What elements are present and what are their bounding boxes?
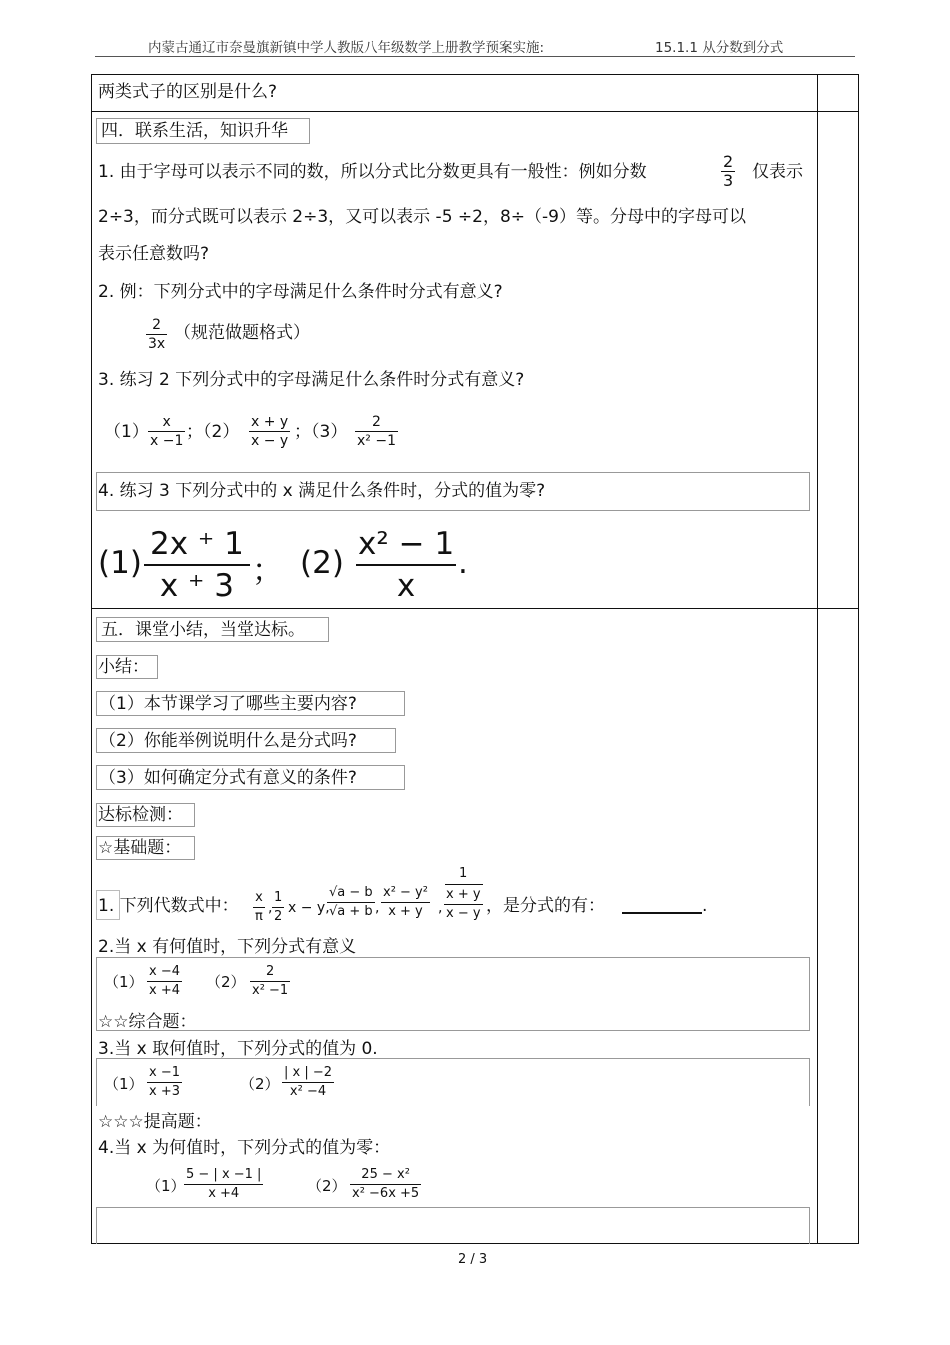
c3-text: 3.当 x 取何值时，下列分式的值为 0. xyxy=(98,1039,378,1059)
denominator: x² −1 xyxy=(252,983,289,998)
numerator: √a − b xyxy=(329,885,373,900)
b2-box xyxy=(96,957,810,1031)
ex4-sep: ； xyxy=(252,553,283,589)
p4-text: 4. 练习 3 下列分式中的 x 满足什么条件时，分式的值为零? xyxy=(98,481,546,501)
summary-q3: （3）如何确定分式有意义的条件? xyxy=(99,768,357,788)
b2-fraction2 xyxy=(250,963,290,1000)
summary-label: 小结： xyxy=(98,657,149,677)
summary-q2: （2）你能举例说明什么是分式吗? xyxy=(99,731,357,751)
b1-expr2 xyxy=(272,889,284,926)
b1-expr2-tail: x − y, xyxy=(288,900,330,916)
b1-expr1 xyxy=(253,889,265,926)
numerator: x xyxy=(162,414,171,430)
ex4-fraction1 xyxy=(144,524,250,606)
b2-text: 2.当 x 有何值时，下列分式有意义 xyxy=(98,937,357,957)
denominator: x² −1 xyxy=(357,433,396,449)
b1-expr5-top: 1 xyxy=(459,866,468,881)
denominator: x ⁺ 3 xyxy=(144,564,250,606)
b1-comma: , xyxy=(438,900,443,916)
check-label: 达标检测： xyxy=(98,805,183,825)
numerator: 2 xyxy=(265,964,275,979)
denominator: 3x xyxy=(148,336,166,352)
denominator: x² −4 xyxy=(282,1082,334,1101)
denominator: x − y xyxy=(251,433,289,449)
p2-fraction xyxy=(146,316,167,353)
basic-label: ☆基础题： xyxy=(98,838,182,858)
c3-fraction1 xyxy=(147,1064,182,1101)
p1-fraction xyxy=(721,153,735,190)
denominator: x +4 xyxy=(184,1184,263,1203)
a4-text: 4.当 x 为何值时，下列分式的值为零： xyxy=(98,1138,391,1158)
ex3-fraction1 xyxy=(148,413,185,450)
header-rule xyxy=(95,56,855,57)
adv-label: ☆☆☆提高题： xyxy=(98,1112,212,1132)
a4-answer-box xyxy=(96,1207,810,1244)
section5-title: 五．课堂小结，当堂达标。 xyxy=(101,620,305,640)
section4-title: 四．联系生活，知识升华 xyxy=(101,121,288,141)
numerator: 2 xyxy=(723,152,734,171)
summary-q1: （1）本节课学习了哪些主要内容? xyxy=(99,694,357,714)
b2-label2: （2） xyxy=(206,973,246,991)
denominator: x + y xyxy=(381,902,430,921)
header-right: 15.1.1 从分数到分式 xyxy=(655,40,784,56)
ex3-label1: （1） xyxy=(104,422,149,442)
table-row-divider xyxy=(91,111,859,112)
table-row-divider xyxy=(91,608,859,609)
comp-label: ☆☆综合题： xyxy=(98,1012,197,1032)
p3-text: 3. 练习 2 下列分式中的字母满足什么条件时分式有意义? xyxy=(98,370,525,390)
c3-fraction2 xyxy=(282,1064,334,1101)
numerator: 25 − x² xyxy=(361,1167,410,1182)
numerator: x² − y² xyxy=(383,885,428,900)
numerator: 5 − | x −1 | xyxy=(186,1167,262,1182)
p1-line2: 2÷3，而分式既可以表示 2÷3，又可以表示 -5 ÷2，8÷（-9）等。分母中的字母可以 xyxy=(98,207,746,227)
b1-end: . xyxy=(702,896,708,916)
page-number: 2 / 3 xyxy=(458,1252,488,1267)
denominator: x xyxy=(356,564,456,606)
ex3-fraction3 xyxy=(355,413,398,450)
numerator: x xyxy=(255,890,263,905)
p1-line3: 表示任意数吗? xyxy=(98,244,210,264)
a4-label2: （2） xyxy=(307,1177,347,1195)
denominator: x +3 xyxy=(149,1084,180,1099)
denominator: 2 xyxy=(274,909,283,924)
b1-comma: , xyxy=(268,900,273,916)
b1-expr4 xyxy=(381,884,430,921)
b1-expr3 xyxy=(327,884,375,921)
denominator: π xyxy=(255,909,263,924)
ex3-label2: ；（2） xyxy=(186,422,240,442)
numerator: x −4 xyxy=(149,964,180,979)
b1-expr5-topbar xyxy=(445,884,483,885)
c3-label2: （2） xyxy=(240,1075,280,1093)
p1-line1: 1. 由于字母可以表示不同的数，所以分式比分数更具有一般性：例如分数 xyxy=(98,162,647,182)
b2-label1: （1） xyxy=(104,973,144,991)
b1-text: 1. 下列代数式中： xyxy=(98,896,239,916)
b1-expr5 xyxy=(444,886,483,923)
ex3-fraction2 xyxy=(249,413,290,450)
numerator: x + y xyxy=(251,414,289,430)
denominator: x +4 xyxy=(149,983,180,998)
numerator: 1 xyxy=(274,890,283,905)
b1-comma: , xyxy=(375,900,380,916)
numerator: x + y xyxy=(446,887,481,902)
a4-fraction2 xyxy=(350,1166,421,1203)
row1-text: 两类式子的区别是什么? xyxy=(98,82,278,102)
numerator: 2 xyxy=(372,414,381,430)
a4-fraction1 xyxy=(184,1166,263,1203)
p1-line1-end: 仅表示 xyxy=(752,162,803,182)
ex3-label3: ；（3） xyxy=(294,422,348,442)
numerator: | x | −2 xyxy=(284,1065,333,1080)
denominator: x² −6x +5 xyxy=(352,1186,420,1201)
p2-text: 2. 例：下列分式中的字母满足什么条件时分式有意义? xyxy=(98,282,503,302)
c3-label1: （1） xyxy=(104,1075,144,1093)
a4-label1: （1） xyxy=(146,1177,186,1195)
ex4-end: . xyxy=(458,545,468,581)
numerator: x −1 xyxy=(149,1065,180,1080)
b2-fraction1 xyxy=(147,963,182,1000)
header-left: 内蒙古通辽市奈曼旗新镇中学人教版八年级数学上册教学预案实施: xyxy=(148,40,545,56)
p2-note: （规范做题格式） xyxy=(174,323,310,343)
denominator: x −1 xyxy=(150,433,184,449)
ex4-label2: (2) xyxy=(300,545,344,581)
table-col-divider xyxy=(817,74,818,1244)
denominator: 3 xyxy=(723,171,734,190)
denominator: √a + b xyxy=(329,904,373,919)
ex4-label1: (1) xyxy=(98,545,142,581)
numerator: 2x ⁺ 1 xyxy=(150,526,244,562)
numerator: 2 xyxy=(152,317,162,333)
denominator: x − y xyxy=(446,906,481,921)
b1-text-end: ，是分式的有： xyxy=(486,896,605,916)
numerator: x² − 1 xyxy=(358,526,455,562)
b1-answer-blank[interactable] xyxy=(622,912,702,914)
ex4-fraction2 xyxy=(356,524,456,606)
c3-box xyxy=(96,1058,810,1106)
